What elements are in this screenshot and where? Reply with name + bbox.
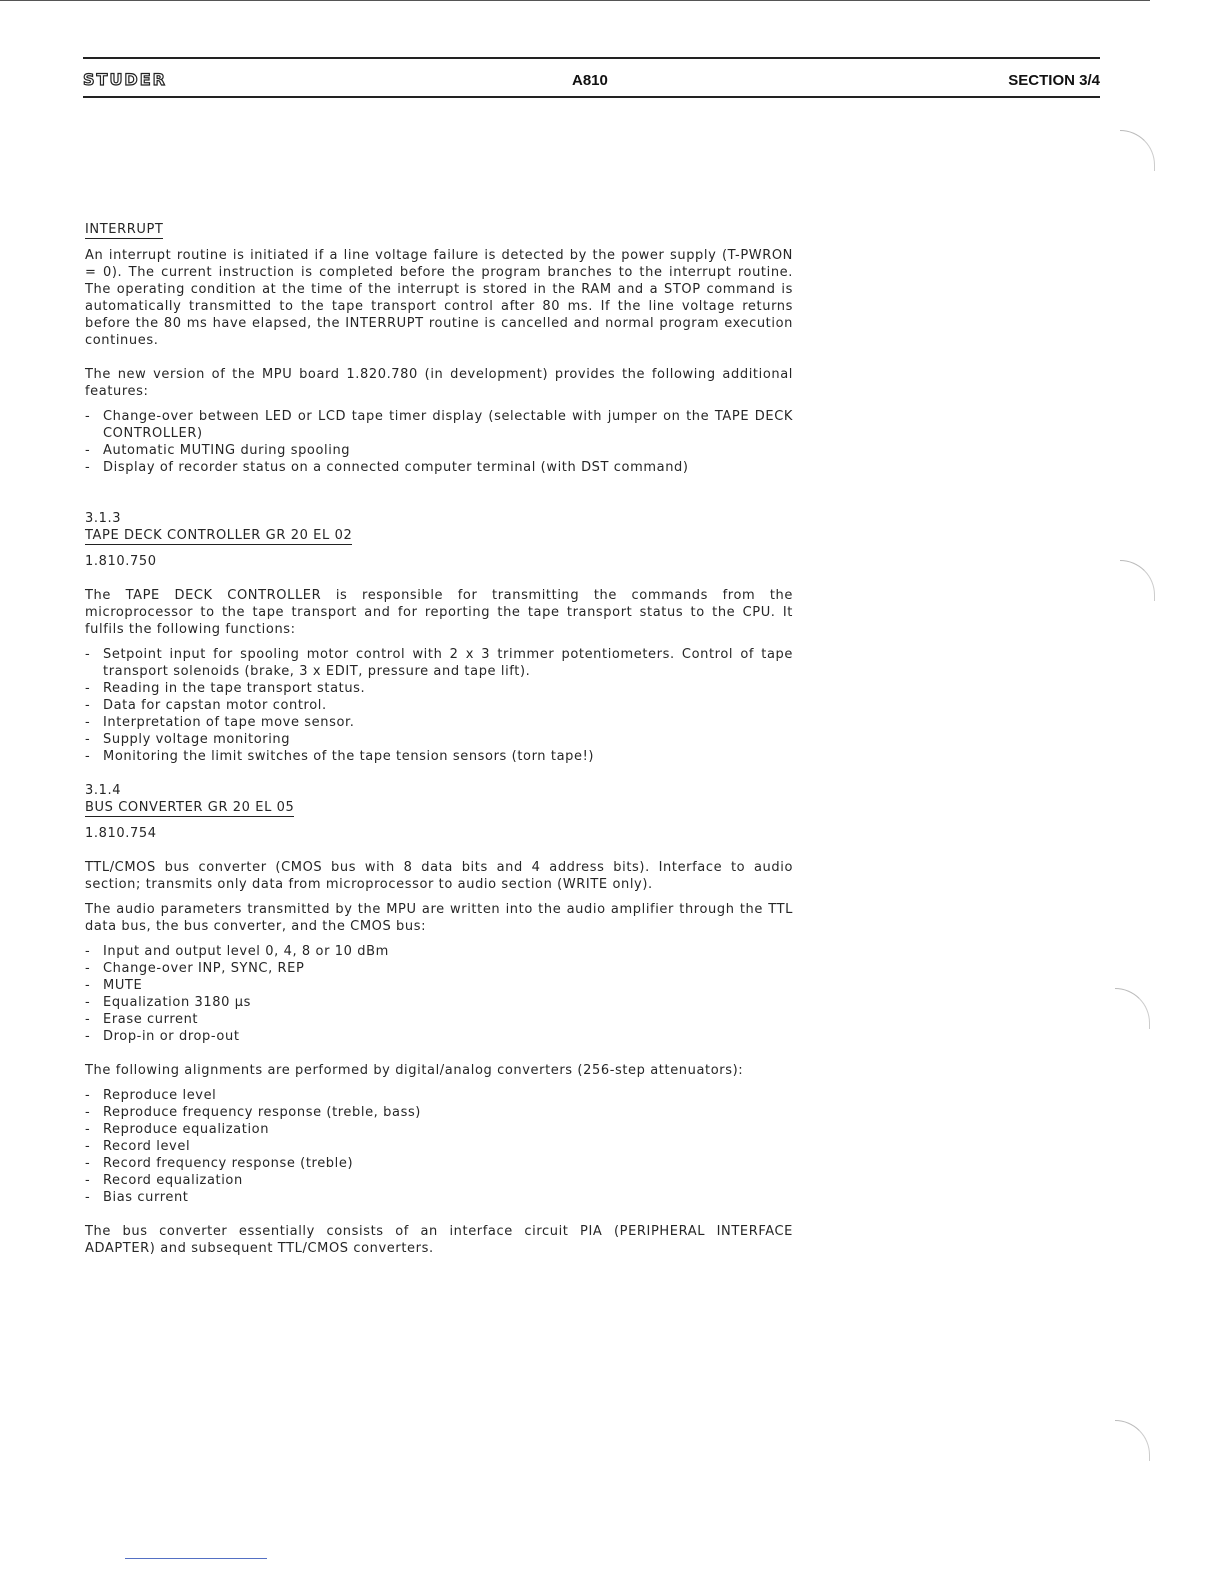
list-item: - Input and output level 0, 4, 8 or 10 dBm <box>85 943 793 960</box>
top-edge-rule <box>0 0 1150 1</box>
list-item: - Reproduce equalization <box>85 1121 793 1138</box>
page-content <box>85 221 793 1257</box>
list-item: - Reading in the tape transport status. <box>85 680 793 697</box>
list-item: - Reproduce frequency response (treble, bass) <box>85 1104 793 1121</box>
bus-converter-section-number: 3.1.4 <box>85 783 122 798</box>
list-item: - Automatic MUTING during spooling <box>85 442 793 459</box>
list-item: - Drop-in or drop-out <box>85 1028 793 1045</box>
list-item: - Monitoring the limit switches of the tape tension sensors (torn tape!) <box>85 748 793 765</box>
list-item: - Record equalization <box>85 1172 793 1189</box>
feature-list <box>85 408 793 476</box>
function-list <box>85 646 793 765</box>
list-item: - Interpretation of tape move sensor. <box>85 714 793 731</box>
bus-converter-heading: BUS CONVERTER GR 20 EL 05 <box>85 800 295 815</box>
model-label: A810 <box>572 72 608 89</box>
alignments-paragraph: The following alignments are performed by digital/analog converters (256-step attenuators): <box>85 1063 744 1078</box>
tape-deck-part-number: 1.810.750 <box>85 554 157 569</box>
interrupt-paragraph: An interrupt routine is initiated if a line voltage failure is detected by the power supply (T-PWRON = 0). The current instruction is completed before the program branches to the interrupt routine. The operating condition at the time of the interrupt is stored in the RAM and a STOP command is automatically transmitted to the tape transport control after 80 ms. If the line voltage returns before the 80 ms have elapsed, the INTERRUPT routine is cancelled and normal program execution continues. <box>85 248 793 348</box>
bottom-edge-line <box>125 1558 267 1559</box>
list-item: - Record frequency response (treble) <box>85 1155 793 1172</box>
pia-paragraph: The bus converter essentially consists of an interface circuit PIA (PERIPHERAL INTERFACE ADAPTER) and subsequent TTL/CMOS converters. <box>85 1224 793 1256</box>
list-item: - Supply voltage monitoring <box>85 731 793 748</box>
list-item: - Setpoint input for spooling motor control with 2 x 3 trimmer potentiometers. Control of tape transport solenoids (brake, 3 x EDIT, pressure and tape lift). <box>85 646 793 680</box>
header-bottom-rule <box>83 96 1100 98</box>
list-item: - Reproduce level <box>85 1087 793 1104</box>
list-item: - Erase current <box>85 1011 793 1028</box>
binder-hole-mark <box>1120 130 1155 171</box>
binder-hole-mark <box>1120 560 1155 601</box>
alignment-list <box>85 1087 793 1206</box>
tape-deck-paragraph: The TAPE DECK CONTROLLER is responsible for transmitting the commands from the microprocessor to the tape transport and for reporting the tape transport status to the CPU. It fulfils the following functions: <box>85 588 793 637</box>
binder-hole-mark <box>1115 988 1150 1029</box>
list-item: - Change-over between LED or LCD tape timer display (selectable with jumper on the TAPE DECK CONTROLLER) <box>85 408 793 442</box>
binder-hole-mark <box>1115 1420 1150 1461</box>
bus-converter-part-number: 1.810.754 <box>85 826 157 841</box>
studer-logo: STUDER <box>83 70 167 89</box>
header-top-rule <box>83 57 1100 59</box>
list-item: - Change-over INP, SYNC, REP <box>85 960 793 977</box>
audio-parameter-list <box>85 943 793 1045</box>
interrupt-heading: INTERRUPT <box>85 222 164 237</box>
list-item: - Bias current <box>85 1189 793 1206</box>
interrupt-heading-row <box>85 221 793 239</box>
list-item: - Equalization 3180 µs <box>85 994 793 1011</box>
list-item: - Data for capstan motor control. <box>85 697 793 714</box>
tape-deck-heading: TAPE DECK CONTROLLER GR 20 EL 02 <box>85 528 353 543</box>
list-item: - MUTE <box>85 977 793 994</box>
bus-converter-paragraph: TTL/CMOS bus converter (CMOS bus with 8 data bits and 4 address bits). Interface to audio section; transmits only data from microprocessor to audio section (WRITE only). <box>85 860 793 892</box>
tape-deck-section-number: 3.1.3 <box>85 511 122 526</box>
section-label: SECTION 3/4 <box>1008 72 1100 89</box>
list-item: - Record level <box>85 1138 793 1155</box>
mpu-version-paragraph: The new version of the MPU board 1.820.780 (in development) provides the following additional features: <box>85 367 793 399</box>
audio-parameters-paragraph: The audio parameters transmitted by the MPU are written into the audio amplifier through the TTL data bus, the bus converter, and the CMOS bus: <box>85 902 793 934</box>
list-item: - Display of recorder status on a connected computer terminal (with DST command) <box>85 459 793 476</box>
